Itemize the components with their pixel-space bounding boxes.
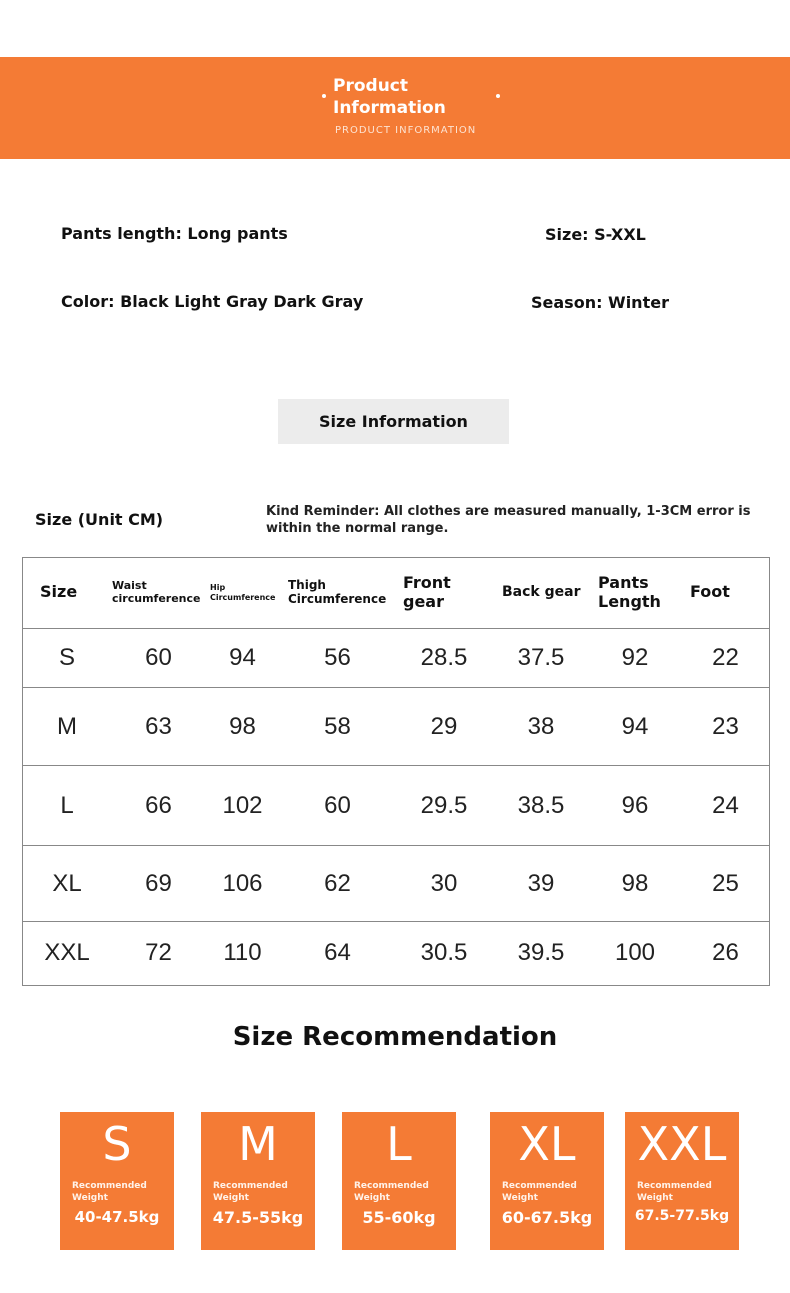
- table-cell: 62: [280, 846, 395, 922]
- table-cell: 98: [205, 688, 280, 766]
- table-cell: 39: [493, 846, 589, 922]
- table-row: [22, 846, 770, 922]
- table-cell: 30: [395, 846, 493, 922]
- table-header-cell: Pants Length: [589, 557, 681, 629]
- table-cell: 72: [112, 922, 205, 984]
- size-recommendation-title: Size Recommendation: [232, 1022, 558, 1052]
- table-cell: 69: [112, 846, 205, 922]
- table-cell: 96: [589, 766, 681, 846]
- table-cell: 98: [589, 846, 681, 922]
- table-cell: 56: [324, 644, 351, 671]
- table-cell: 66: [112, 766, 205, 846]
- color-info: Color: Black Light Gray Dark Gray: [61, 292, 364, 311]
- table-cell: 94: [229, 644, 256, 671]
- table-header-cell: Foot: [681, 557, 770, 629]
- table-cell: 38: [493, 688, 589, 766]
- product-info-banner: [0, 57, 790, 159]
- recommendation-weight: 55-60kg: [362, 1208, 436, 1227]
- recommendation-card-xxl: [625, 1112, 739, 1250]
- recommendation-size: S: [102, 1117, 132, 1171]
- recommendation-card-s: [60, 1112, 174, 1250]
- size-range-info: Size: S-XXL: [545, 225, 646, 244]
- recommended-weight-label: Recommended Weight: [72, 1181, 147, 1203]
- bullet-dot-icon: [496, 94, 500, 98]
- recommendation-weight: 60-67.5kg: [501, 1208, 593, 1227]
- table-cell: 60: [145, 644, 172, 671]
- table-row: [22, 629, 770, 688]
- table-cell: 23: [681, 688, 770, 766]
- recommendation-card-xl: [490, 1112, 604, 1250]
- pants-length-info: Pants length: Long pants: [61, 224, 288, 243]
- table-cell: 28.5: [420, 644, 468, 671]
- table-row: [22, 922, 770, 984]
- table-header-cell: Front gear: [395, 557, 493, 629]
- table-cell: 25: [681, 846, 770, 922]
- table-header-cell: Hip Circumference: [205, 557, 280, 629]
- table-cell: 110: [205, 922, 280, 984]
- bullet-dot-icon: [322, 94, 326, 98]
- table-cell: S: [58, 644, 75, 671]
- table-cell: 22: [712, 644, 739, 671]
- recommendation-card-l: [342, 1112, 456, 1250]
- table-cell: L: [22, 766, 112, 846]
- table-cell: 63: [112, 688, 205, 766]
- recommendation-weight: 40-47.5kg: [74, 1208, 160, 1226]
- recommendation-weight: 67.5-77.5kg: [634, 1208, 730, 1224]
- kind-reminder: Kind Reminder: All clothes are measured manually, 1-3CM error is within the normal range.: [266, 504, 751, 536]
- table-row: [22, 766, 770, 846]
- table-cell: 106: [205, 846, 280, 922]
- table-cell: 100: [589, 922, 681, 984]
- table-cell: 26: [681, 922, 770, 984]
- table-cell: 58: [280, 688, 395, 766]
- table-cell: 24: [681, 766, 770, 846]
- recommendation-size: M: [238, 1117, 278, 1171]
- season-info: Season: Winter: [531, 293, 669, 312]
- size-unit-label: Size (Unit CM): [35, 510, 164, 529]
- recommendation-size: L: [386, 1117, 412, 1171]
- table-row: [22, 688, 770, 766]
- recommendation-size: XL: [518, 1117, 576, 1171]
- recommended-weight-label: Recommended Weight: [354, 1181, 429, 1203]
- recommended-weight-label: Recommended Weight: [502, 1181, 577, 1203]
- table-cell: 102: [205, 766, 280, 846]
- table-header-cell: Thigh Circumference: [280, 557, 395, 629]
- table-cell: XXL: [22, 922, 112, 984]
- size-information-label: Size Information: [319, 412, 468, 431]
- table-header-cell: Back gear: [493, 557, 589, 629]
- table-cell: XL: [22, 846, 112, 922]
- recommendation-card-m: [201, 1112, 315, 1250]
- table-cell: 30.5: [395, 922, 493, 984]
- table-cell: 38.5: [493, 766, 589, 846]
- table-cell: 39.5: [493, 922, 589, 984]
- size-table: [22, 557, 770, 984]
- recommended-weight-label: Recommended Weight: [213, 1181, 288, 1203]
- table-cell: 37.5: [517, 644, 565, 671]
- recommended-weight-label: Recommended Weight: [637, 1181, 712, 1203]
- table-header-cell: Waist circumference: [112, 557, 205, 629]
- recommendation-weight: 47.5-55kg: [212, 1208, 304, 1227]
- table-cell: 29: [395, 688, 493, 766]
- banner-title: Product Information: [333, 76, 446, 118]
- size-information-heading: [278, 399, 509, 444]
- table-cell: M: [22, 688, 112, 766]
- table-cell: 92: [621, 644, 649, 671]
- table-header-cell: Size: [22, 557, 112, 629]
- table-cell: 64: [280, 922, 395, 984]
- table-cell: 94: [589, 688, 681, 766]
- banner-subtitle: PRODUCT INFORMATION: [335, 125, 477, 136]
- table-header-row: [22, 557, 770, 629]
- table-cell: 60: [280, 766, 395, 846]
- table-cell: 29.5: [395, 766, 493, 846]
- recommendation-size: XXL: [637, 1117, 727, 1171]
